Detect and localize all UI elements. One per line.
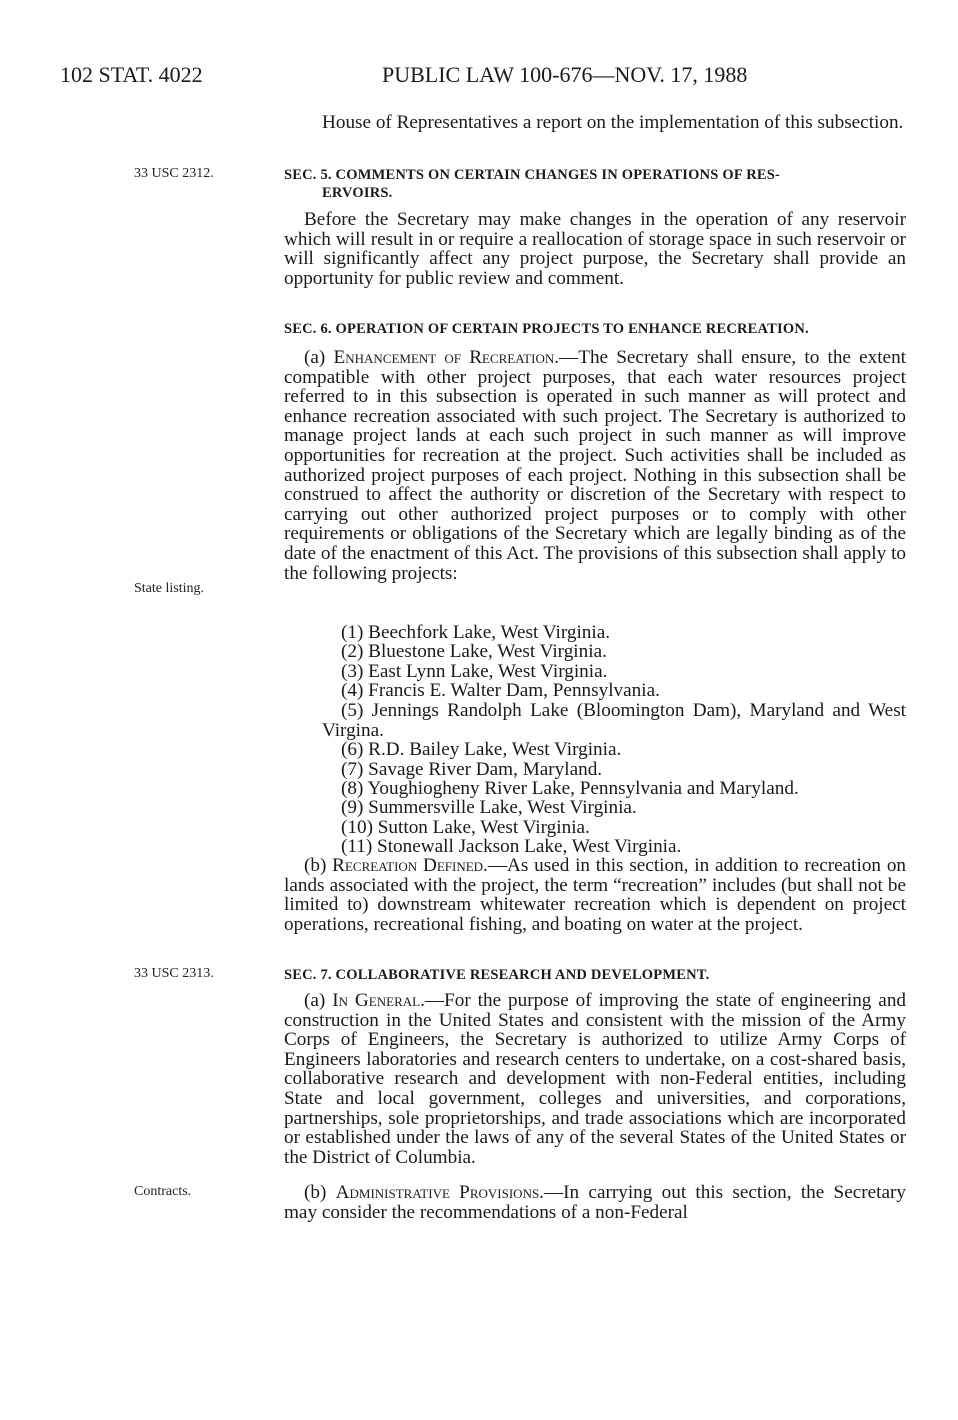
- project-list-item: (10) Sutton Lake, West Virginia.: [341, 817, 590, 838]
- margin-note-contracts: Contracts.: [134, 1184, 192, 1199]
- page-header: [60, 62, 900, 92]
- sec-5-heading: [284, 166, 906, 202]
- sec-6-b-title: Recreation Defined.: [332, 855, 488, 876]
- sec-7-a-label: (a): [304, 990, 333, 1011]
- sec-6-b-label: (b): [304, 855, 333, 876]
- project-list-item: (1) Beechfork Lake, West Virginia.: [341, 622, 611, 643]
- project-list-item: (6) R.D. Bailey Lake, West Virginia.: [341, 739, 622, 760]
- sec-6-subsection-b: [284, 856, 906, 934]
- project-list-item: (7) Savage River Dam, Maryland.: [341, 759, 603, 780]
- sec-5-text: Before the Secretary may make changes in the operation of any reservoir which will result in or require a reallocation of storage space in such reservoir or will significantly affect any project purpose, the Secretary shall provide an opportunity for public review and comment.: [284, 209, 906, 289]
- sec-6-a-label: (a): [304, 347, 334, 368]
- sec-7-a-text: —For the purpose of improving the state of engineering and construction in the United States and consistent with the mission of the Army Corps of Engineers, the Secretary is authorized to utilize Army Corps of Engineers laboratories and research centers to undertake, on a cost-shared basis, collaborative research and development with non-Federal entities, including State and local government, colleges and universities, and corporations, partnerships, sole proprietorships, and trade associations which are incorporated or established under the laws of any of the several States of the United States or the District of Columbia.: [284, 990, 907, 1168]
- sec-6-b-text: —As used in this section, in addition to recreation on lands associated with the project, the term “recreation” includes (but shall not be limited to) downstream whitewater recreation which is dependent on project operations, recreational fishing, and boating on water at the project.: [284, 855, 907, 935]
- project-list-item: (11) Stonewall Jackson Lake, West Virginia.: [341, 836, 682, 857]
- stat-page-number: 102 STAT. 4022: [60, 62, 203, 87]
- sec-7-heading: SEC. 7. COLLABORATIVE RESEARCH AND DEVELOPMENT.: [284, 967, 710, 983]
- sec-6-heading: SEC. 6. OPERATION OF CERTAIN PROJECTS TO ENHANCE RECREATION.: [284, 321, 809, 337]
- project-list-item: (2) Bluestone Lake, West Virginia.: [341, 641, 607, 662]
- sec-6-subsection-a: [284, 348, 906, 583]
- project-list-item: (4) Francis E. Walter Dam, Pennsylvania.: [341, 680, 660, 701]
- sec-7-b-label: (b): [304, 1182, 336, 1203]
- sec-7-b-text: —In carrying out this section, the Secretary may consider the recommendations of a non-Federal: [284, 1182, 906, 1223]
- sec-6-a-title: Enhancement of Recreation.: [333, 347, 560, 368]
- project-list-item: (9) Summersville Lake, West Virginia.: [341, 797, 637, 818]
- margin-note-usc-2313: 33 USC 2313.: [134, 966, 214, 981]
- sec-5-heading-line-1: SEC. 5. COMMENTS ON CERTAIN CHANGES IN OPERATIONS OF RES-: [284, 167, 781, 183]
- sec-7-subsection-b: [284, 1183, 906, 1222]
- margin-note-state-listing: State listing.: [134, 581, 204, 596]
- project-list-item: (3) East Lynn Lake, West Virginia.: [341, 661, 608, 682]
- sec-7-subsection-a: [284, 991, 906, 1167]
- sec-6-a-text: —The Secretary shall ensure, to the extent compatible with other project purposes, that each water resources project referred to in this subsection is operated in such manner as will protect and enhance recreation associated with such project. The Secretary is authorized to manage project lands at each such project in such manner as will improve opportunities for recreation at the project. Such activities shall be included as authorized project purposes of each project. Nothing in this subsection shall be construed to affect the authority or discretion of the Secretary with respect to carrying out other authorized project purposes or to comply with other requirements or obligations of the Secretary which are legally binding as of the date of the enactment of this Act. The provisions of this subsection shall apply to the following projects:: [284, 347, 906, 584]
- sec-5-heading-line-2: ERVOIRS.: [322, 185, 393, 201]
- margin-note-usc-2312: 33 USC 2312.: [134, 166, 214, 181]
- sec-7-a-title: In General.: [332, 990, 425, 1011]
- public-law-reference: PUBLIC LAW 100-676—NOV. 17, 1988: [382, 62, 748, 87]
- continuation-text: House of Representatives a report on the implementation of this subsection.: [322, 112, 904, 133]
- project-list-item: (5) Jennings Randolph Lake (Bloomington Dam), Maryland and West Virgina.: [322, 700, 906, 741]
- sec-7-b-title: Administrative Provisions.: [335, 1182, 544, 1203]
- project-list-item: (8) Youghiogheny River Lake, Pennsylvania and Maryland.: [341, 778, 799, 799]
